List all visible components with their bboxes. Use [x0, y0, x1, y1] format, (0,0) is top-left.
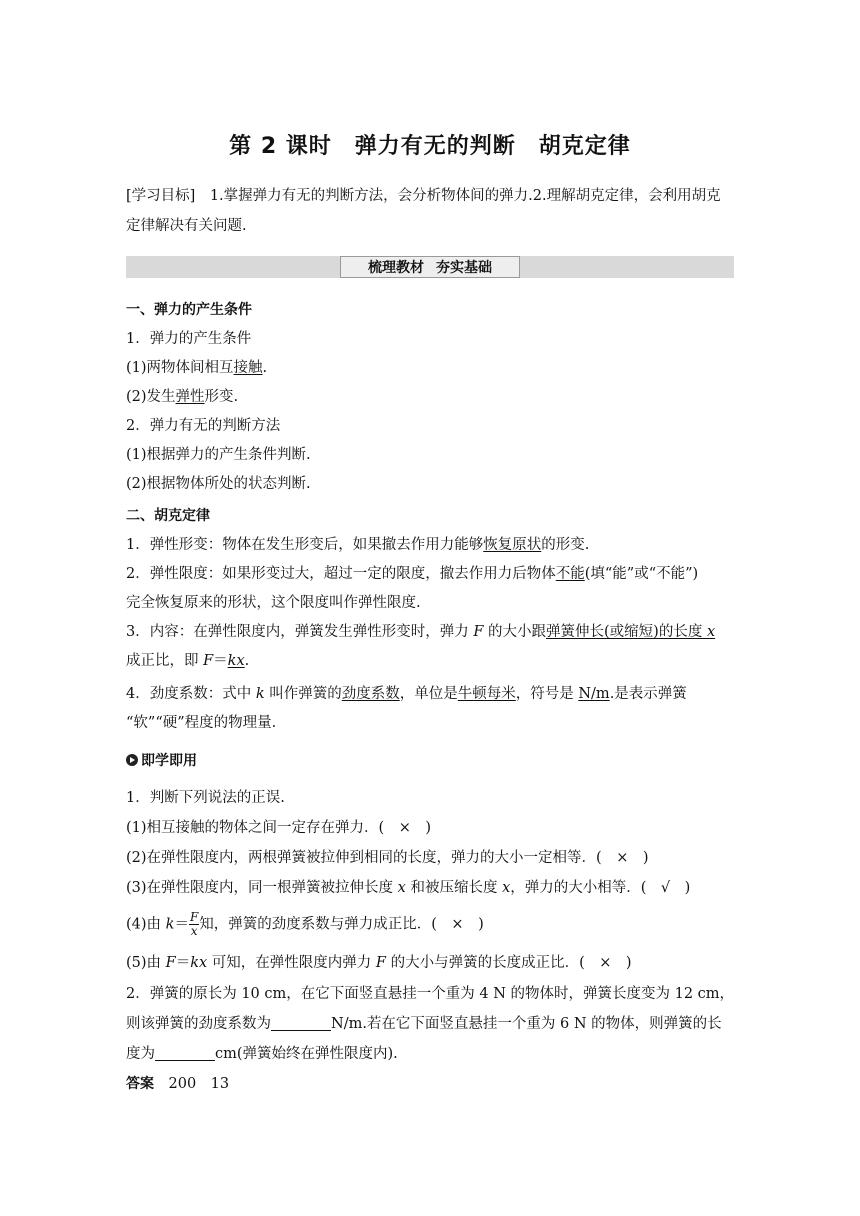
text-segment: 1．弹性形变：物体在发生形变后，如果撤去作用力能够 — [126, 537, 484, 553]
answer-label: 答案 — [126, 1076, 154, 1092]
section-heading-2: 二、胡克定律 — [126, 508, 210, 524]
text-segment: 则该弹簧的劲度系数为 — [126, 1016, 271, 1032]
section1-item-2: 2．弹力有无的判断方法 — [126, 418, 281, 434]
text-segment: (填“能”或“不能”) — [584, 566, 699, 582]
variable-x: x — [706, 624, 716, 640]
practice-heading — [126, 751, 734, 771]
variable-x: x — [397, 880, 406, 896]
question-1: 1．判断下列说法的正误. — [126, 790, 285, 806]
text-segment: 的形变. — [541, 537, 590, 553]
equals-sign: ＝ — [213, 653, 228, 669]
section2-para-2-line-2: 完全恢复原来的形状，这个限度叫作弹性限度. — [126, 595, 421, 611]
variable-kx: kx — [190, 955, 208, 971]
text-segment: ，符号是 — [515, 686, 579, 702]
text-segment: 的大小与弹簧的长度成正比．( × ) — [385, 955, 632, 971]
answer-underlined: N/m — [578, 686, 610, 702]
question-1-statement-5 — [126, 953, 734, 973]
answer-blank — [271, 1016, 331, 1031]
answer-line — [126, 1074, 734, 1094]
section1-item-1a — [126, 358, 734, 378]
section2-para-2 — [126, 564, 734, 584]
text-segment: (4)由 — [126, 916, 166, 933]
text-segment: N/m.若在它下面竖直悬挂一个重为 6 N 的物体，则弹簧的长 — [331, 1016, 722, 1032]
text-segment: 知，弹簧的劲度系数与弹力成正比．( × ) — [199, 916, 484, 933]
text-segment: (2)发生 — [126, 389, 176, 405]
question-2-line-2 — [126, 1014, 734, 1034]
answer-underlined: kx — [227, 653, 245, 669]
learning-objectives-line-1: [学习目标] 1.掌握弹力有无的判断方法，会分析物体间的弹力.2.理解胡克定律，会利用胡克 — [126, 188, 721, 204]
section-heading-1: 一、弹力的产生条件 — [126, 302, 252, 318]
variable-F: F — [165, 955, 176, 971]
question-2-line-1: 2．弹簧的原长为 10 cm，在它下面竖直悬挂一个重为 4 N 的物体时，弹簧长度变为 12 cm， — [126, 986, 735, 1002]
section2-para-4 — [126, 684, 734, 704]
text-segment: 弹簧伸长(或缩短)的长度 — [546, 624, 707, 640]
section2-para-1 — [126, 535, 734, 555]
variable-F: F — [473, 624, 484, 640]
page-title: 第 2 课时 弹力有无的判断 胡克定律 — [229, 134, 631, 159]
text-segment: (5)由 — [126, 955, 166, 971]
answer-underlined — [546, 624, 715, 640]
section2-para-3 — [126, 622, 734, 642]
answer-underlined: 接触 — [233, 360, 263, 376]
text-segment: 3．内容：在弹性限度内，弹簧发生弹性形变时，弹力 — [126, 624, 474, 640]
section1-item-2b: (2)根据物体所处的状态判断. — [126, 476, 311, 492]
question-1-statement-1: (1)相互接触的物体之间一定存在弹力．( × ) — [126, 820, 432, 836]
fraction-numerator: F — [189, 910, 199, 924]
section1-item-1: 1．弹力的产生条件 — [126, 331, 252, 347]
equals-sign: ＝ — [175, 955, 191, 971]
practice-heading-text: 即学即用 — [141, 753, 197, 769]
answer-underlined: 不能 — [555, 566, 585, 582]
fraction-F-over-x — [189, 911, 199, 938]
variable-k: k — [255, 686, 265, 702]
variable-k: k — [165, 916, 175, 933]
text-segment: 可知，在弹性限度内弹力 — [207, 955, 376, 971]
question-1-statement-2: (2)在弹性限度内，两根弹簧被拉伸到相同的长度，弹力的大小一定相等．( × ) — [126, 850, 649, 866]
fraction-denominator: x — [190, 924, 198, 938]
answer-underlined: 劲度系数 — [341, 686, 400, 702]
text-segment: cm(弹簧始终在弹性限度内). — [215, 1046, 398, 1062]
text-segment: ，单位是 — [399, 686, 458, 702]
question-1-statement-4 — [126, 911, 734, 938]
text-segment: . — [244, 653, 250, 669]
text-segment: 的大小跟 — [483, 624, 547, 640]
text-segment: (3)在弹性限度内，同一根弹簧被拉伸长度 — [126, 880, 398, 896]
variable-F: F — [203, 653, 214, 669]
variable-x: x — [502, 880, 511, 896]
text-segment: . — [262, 360, 268, 376]
question-1-statement-3 — [126, 878, 734, 898]
question-2-line-3 — [126, 1044, 734, 1064]
text-segment: ，弹力的大小相等．( √ ) — [510, 880, 691, 896]
text-segment: 形变. — [204, 389, 239, 405]
answer-blank — [155, 1046, 215, 1061]
equals-sign: ＝ — [174, 916, 189, 933]
learning-objectives-line-2: 定律解决有关问题. — [126, 218, 247, 234]
banner-text-left: 梳理教材 — [368, 260, 424, 276]
section1-item-2a: (1)根据弹力的产生条件判断. — [126, 447, 311, 463]
answer-underlined: 牛顿每米 — [457, 686, 516, 702]
text-segment: 和被压缩长度 — [405, 880, 503, 896]
banner-text-right: 夯实基础 — [436, 260, 492, 276]
section2-para-3-line-2 — [126, 651, 734, 671]
play-circle-icon — [126, 754, 138, 766]
section1-item-1b — [126, 387, 734, 407]
answer-values: 200 13 — [154, 1076, 230, 1092]
text-segment: (1)两物体间相互 — [126, 360, 234, 376]
variable-F: F — [375, 955, 386, 971]
text-segment: 2．弹性限度：如果形变过大，超过一定的限度，撤去作用力后物体 — [126, 566, 556, 582]
text-segment: 成正比，即 — [126, 653, 204, 669]
text-segment: .是表示弹簧 — [609, 686, 687, 702]
answer-underlined: 弹性 — [175, 389, 205, 405]
text-segment: 度为 — [126, 1046, 155, 1062]
text-segment: 叫作弹簧的 — [264, 686, 342, 702]
section2-para-4-line-2: “软”“硬”程度的物理量. — [126, 715, 277, 731]
section-banner-label — [340, 256, 520, 278]
text-segment: 4．劲度系数：式中 — [126, 686, 256, 702]
answer-underlined: 恢复原状 — [483, 537, 542, 553]
